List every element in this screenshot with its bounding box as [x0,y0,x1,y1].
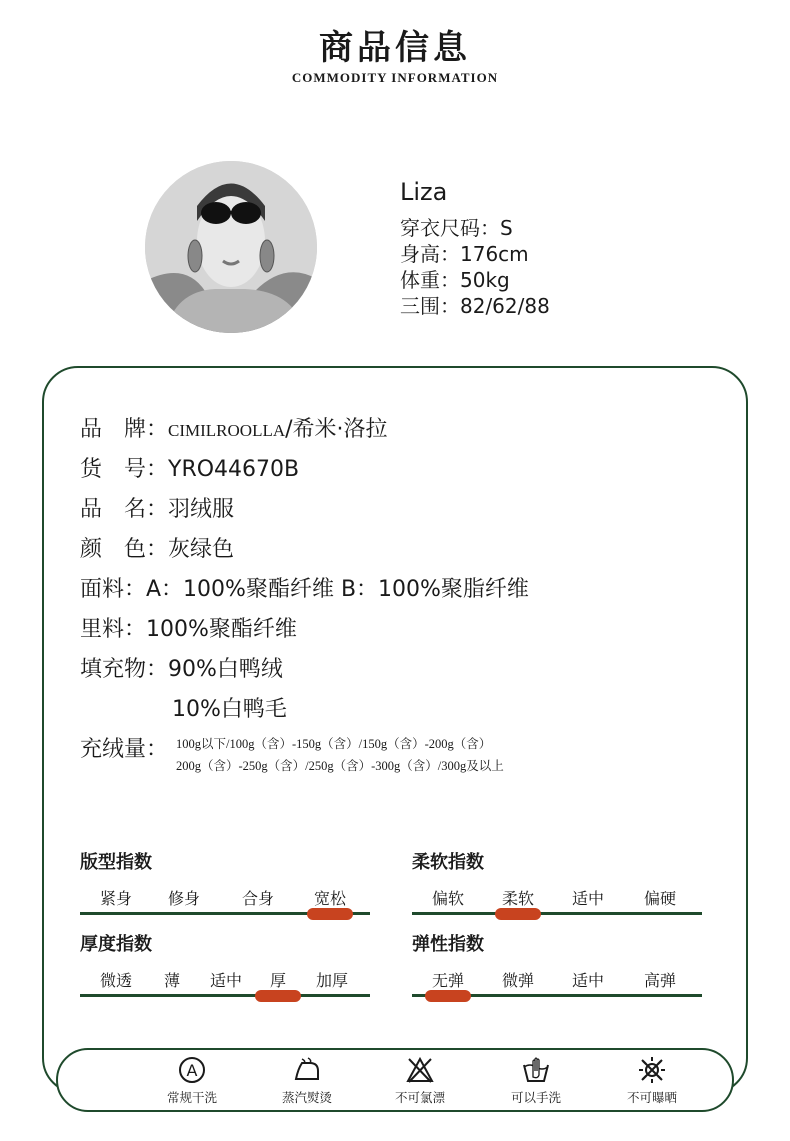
index-option: 厚 [269,971,286,990]
filling-line-2: 10%白鸭毛 [172,697,287,722]
spec-product-name: 品 名：羽绒服 [80,497,235,522]
index-option: 适中 [571,889,604,908]
care-label: 不可曝晒 [626,1090,677,1105]
index-title: 柔软指数 [412,852,484,873]
index-scale-line [412,912,702,915]
index-option: 薄 [163,971,180,990]
svg-text:A: A [186,1061,198,1080]
index-scale-line [80,994,370,997]
brand-cn: /希米·洛拉 [285,417,388,442]
index-title: 厚度指数 [80,934,152,955]
index-title: 弹性指数 [412,934,484,955]
index-option: 适中 [209,971,242,990]
index-option: 柔软 [501,889,534,908]
model-height: 身高：176cm [400,242,529,266]
index-option: 微透 [99,971,132,990]
care-label: 可以手洗 [510,1090,561,1105]
index-selected-marker [495,908,541,920]
index-option: 宽松 [313,889,346,908]
spec-color: 颜 色：灰绿色 [80,537,235,562]
care-label: 不可氯漂 [394,1090,445,1105]
index-option: 偏硬 [643,889,676,908]
down-weight-line-1: 100g以下/100g（含）-150g（含）/150g（含）-200g（含） [176,737,492,751]
brand-label: 品 牌： [80,417,169,442]
no-sun-dry-icon [637,1055,667,1085]
spec-brand [80,412,388,443]
index-option: 偏软 [431,889,464,908]
care-label: 常规干洗 [166,1090,217,1105]
brand-en: CIMILROOLLA [168,421,286,440]
spec-lining: 里料：100%聚酯纤维 [80,617,297,642]
index-option: 微弹 [501,971,534,990]
care-item-steam-iron [257,1055,357,1106]
spec-sku: 货 号：YRO44670B [80,457,300,482]
index-title: 版型指数 [80,852,152,873]
down-weight-line-2: 200g（含）-250g（含）/250g（含）-300g（含）/300g及以上 [176,759,504,773]
index-option: 修身 [167,889,200,908]
hand-wash-icon [521,1055,551,1085]
care-item-no-sun-dry [602,1055,702,1106]
care-item-hand-wash [486,1055,586,1106]
page-subtitle: COMMODITY INFORMATION [291,70,499,85]
model-avatar [145,161,317,333]
model-measurements: 三围：82/62/88 [400,294,550,318]
dry-clean-a-icon [177,1055,207,1085]
model-photo-icon [145,161,317,333]
care-label: 蒸汽熨烫 [281,1090,332,1105]
index-option: 合身 [241,889,274,908]
page-title: 商品信息 [319,28,471,68]
index-option: 高弹 [643,971,676,990]
spec-down-weight-label: 充绒量： [80,737,169,762]
index-selected-marker [307,908,353,920]
model-size: 穿衣尺码：S [400,216,513,240]
index-option: 无弹 [431,971,464,990]
index-option: 紧身 [99,889,132,908]
index-selected-marker [255,990,301,1002]
model-weight: 体重：50kg [400,268,510,292]
filling-label: 填充物： [80,657,169,682]
care-item-dry-clean [142,1055,242,1106]
no-bleach-icon [405,1055,435,1085]
index-option: 适中 [571,971,604,990]
care-item-no-bleach [370,1055,470,1106]
model-name: Liza [400,178,448,206]
spec-fabric: 面料：A：100%聚酯纤维 B：100%聚脂纤维 [80,577,529,602]
steam-iron-icon [292,1055,322,1085]
index-selected-marker [425,990,471,1002]
filling-line-1: 90%白鸭绒 [168,657,283,682]
index-option: 加厚 [315,971,348,990]
spec-filling-label [80,652,283,683]
